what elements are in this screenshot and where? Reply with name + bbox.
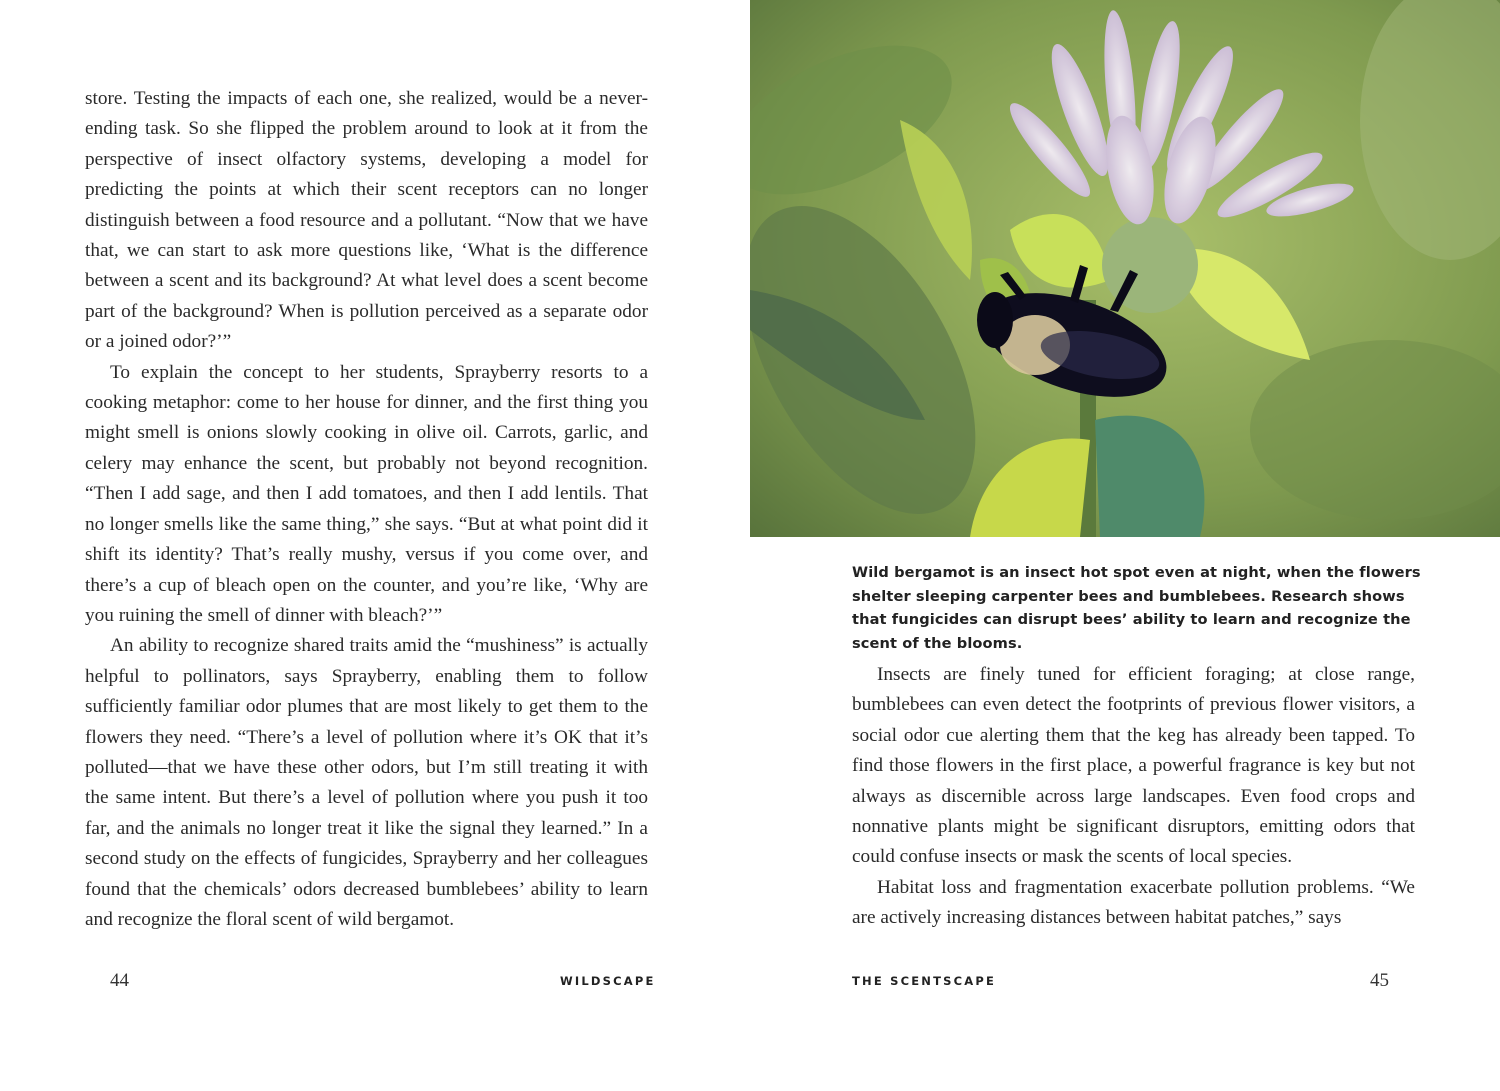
right-paragraph-1: Insects are finely tuned for efficient foraging; at close range, bumblebees can even detect the footprints of previous flower visitors, a social odor cue alerting them that the keg has already been tapped. To find those flowers in the first place, a powerful fragrance is key but not always as discernible across large landscapes. Even food crops and nonnative plants might be significant disruptors, emitting odors that could confuse insects or mask the scents of local species. xyxy=(852,664,1415,868)
left-paragraph-2: To explain the concept to her students, Sprayberry resorts to a cooking metaphor: come to her house for dinner, and the first thing you might smell is onions slowly cooking in olive oil. Carrots, garlic, and celery may enhance the scent, but probably not beyond recognition. “Then I add sage, and then I add tomatoes, and then I add lentils. That no longer smells like the same thing,” she says. “But at what point did it shift its identity? That’s really mushy, versus if you come over, and there’s a cup of bleach open on the counter, and you’re like, ‘Why are you ruining the smell of dinner with bleach?’” xyxy=(85,361,648,626)
right-body-text xyxy=(852,660,1415,934)
left-paragraph-3: An ability to recognize shared traits amid the “mushiness” is actually helpful to pollinators, says Sprayberry, enabling them to follow sufficiently familiar odor plumes that are most likely to get them to the flowers they need. “There’s a level of pollution where it’s OK that it’s polluted—that we have these other odors, but I’m still treating it with the same intent. But there’s a level of pollution where you push it too far, and the animals no longer treat it like the signal they learned.” In a second study on the effects of fungicides, Sprayberry and her colleagues found that the chemicals’ odors decreased bumblebees’ ability to learn and recognize the floral scent of wild bergamot. xyxy=(85,635,648,930)
bergamot-bee-photo xyxy=(750,0,1500,537)
left-running-head: WILDSCAPE xyxy=(560,974,656,988)
left-body-text xyxy=(85,84,648,935)
right-running-head: THE SCENTSCAPE xyxy=(852,974,997,988)
left-page-number: 44 xyxy=(110,970,129,991)
photo-caption: Wild bergamot is an insect hot spot even at night, when the flowers shelter sleeping carpenter bees and bumblebees. Research shows that fungicides can disrupt bees’ ability to learn and recognize the scent of the blooms. xyxy=(852,564,1421,652)
photo-illustration xyxy=(750,0,1500,537)
right-page xyxy=(750,0,1500,1091)
right-paragraph-2: Habitat loss and fragmentation exacerbate pollution problems. “We are actively increasing distances between habitat patches,” says xyxy=(852,876,1415,929)
left-paragraph-1: store. Testing the impacts of each one, she realized, would be a never-ending task. So she flipped the problem around to look at it from the perspective of insect olfactory systems, developing a model for predicting the points at which their scent receptors can no longer distinguish between a food resource and a pollutant. “Now that we have that, we can start to ask more questions like, ‘What is the difference between a scent and its background? At what level does a scent become part of the background? When is pollution perceived as a separate odor or a joined odor?’” xyxy=(85,88,648,353)
right-page-number: 45 xyxy=(1370,970,1389,991)
